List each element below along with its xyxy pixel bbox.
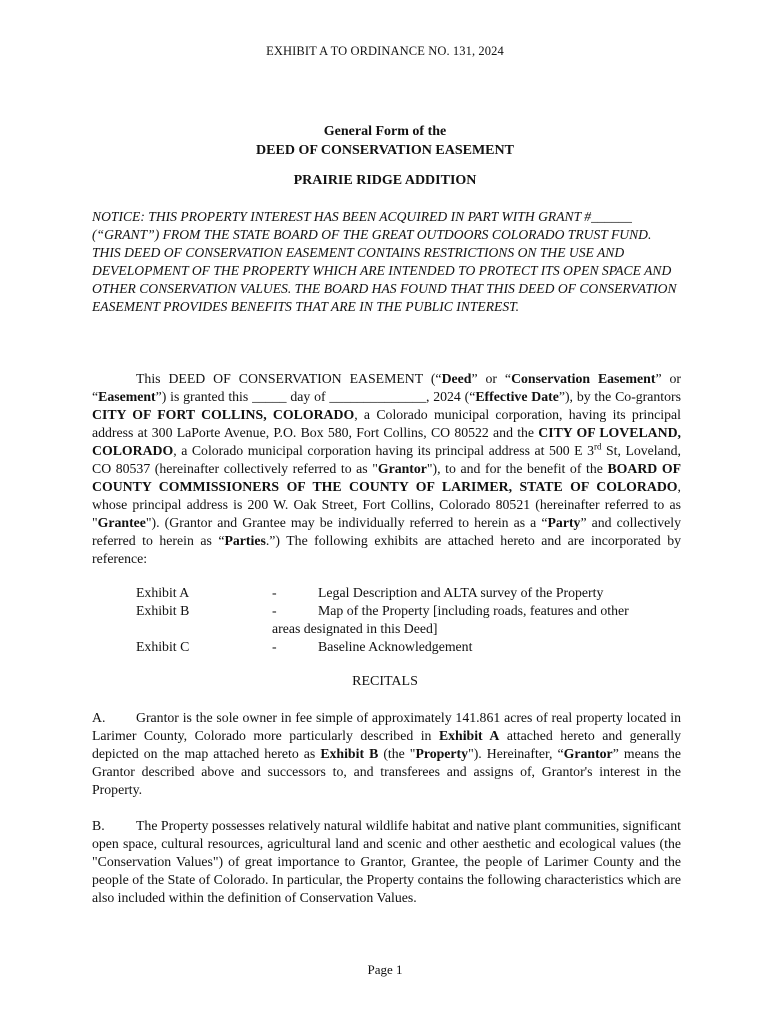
intro-text: ”) is granted this _____ day of ______________, 2024 (“ bbox=[155, 389, 476, 404]
title-line-1: General Form of the bbox=[323, 124, 447, 139]
recital-term-grantor: Grantor bbox=[563, 746, 613, 761]
exhibit-description: Legal Description and ALTA survey of the Property bbox=[318, 585, 604, 600]
exhibit-name: Exhibit B bbox=[136, 603, 190, 618]
recital-label: A. bbox=[92, 710, 106, 725]
exhibit-description: Baseline Acknowledgement bbox=[318, 639, 473, 654]
intro-text: ” and collectively referred to herein as “ bbox=[92, 515, 681, 548]
recital-text: (the " bbox=[378, 746, 416, 761]
ordinal-suffix: rd bbox=[593, 441, 602, 452]
intro-text: "). (Grantor and Grantee may be individually referred to herein as a “ bbox=[145, 515, 548, 530]
recitals-heading: RECITALS bbox=[352, 674, 418, 689]
recital-b bbox=[92, 817, 681, 907]
intro-term-grantor: Grantor bbox=[377, 461, 427, 476]
exhibit-dash: - bbox=[272, 603, 277, 618]
recital-text: attached hereto and generally depicted on the map attached hereto as bbox=[92, 728, 681, 761]
recital-text: The Property possesses relatively natural wildlife habitat and native plant communities, significant open space, cultural resources, agricultural land and scenic and other aesthetic and ecological values (the "Conservation Values") of great importance to Grantor, Grantee, the people of Larimer County and the people of the State of Colorado. In particular, the Property contains the following characteristics which are also included within the definition of Conservation Values. bbox=[92, 818, 681, 905]
intro-party-loveland: CITY OF LOVELAND, COLORADO bbox=[92, 425, 681, 458]
page-number: Page 1 bbox=[367, 962, 403, 977]
intro-term-deed: Deed bbox=[441, 371, 472, 386]
intro-text: ” or “ bbox=[471, 371, 512, 386]
exhibit-dash: - bbox=[272, 639, 277, 654]
title-line-2: DEED OF CONSERVATION EASEMENT bbox=[256, 143, 514, 158]
intro-term-grantee: Grantee bbox=[97, 515, 146, 530]
intro-term-easement: Easement bbox=[98, 389, 156, 404]
recital-term-property: Property bbox=[415, 746, 469, 761]
recital-term-exhibit-a: Exhibit A bbox=[438, 728, 500, 743]
recital-label: B. bbox=[92, 818, 105, 833]
intro-party-fort-collins: CITY OF FORT COLLINS, COLORADO bbox=[92, 407, 355, 422]
intro-term-effective-date: Effective Date bbox=[475, 389, 559, 404]
intro-text: ”), by the Co-grantors bbox=[558, 389, 681, 404]
exhibit-dash: - bbox=[272, 585, 277, 600]
exhibit-description: Map of the Property [including roads, features and other bbox=[318, 603, 629, 618]
notice-paragraph: NOTICE: THIS PROPERTY INTEREST HAS BEEN ACQUIRED IN PART WITH GRANT #______ (“GRANT”) FROM THE STATE BOARD OF THE GREAT OUTDOORS COLORADO TRUST FUND. THIS DEED OF CONSERVATION EASEMENT CONTAINS RESTRICTIONS ON THE USE AND DEVELOPMENT OF THE PROPERTY WHICH ARE INTENDED TO PROTECT ITS OPEN SPACE AND OTHER CONSERVATION VALUES. THE BOARD HAS FOUND THAT THIS DEED OF CONSERVATION EASEMENT PROVIDES BENEFITS THAT ARE IN THE PUBLIC INTEREST. bbox=[92, 209, 677, 314]
intro-text: , a Colorado municipal corporation having its principal address at 500 E 3 bbox=[173, 443, 594, 458]
document-subtitle: PRAIRIE RIDGE ADDITION bbox=[293, 173, 477, 188]
recital-text: "). Hereinafter, “ bbox=[468, 746, 564, 761]
intro-text: ” or “ bbox=[92, 371, 681, 404]
document-title bbox=[0, 122, 770, 160]
intro-text: St, Loveland, CO 80537 (hereinafter collectively referred to as " bbox=[92, 443, 681, 476]
exhibit-list bbox=[136, 584, 682, 656]
exhibit-row bbox=[136, 584, 682, 602]
intro-text: , a Colorado municipal corporation, having its principal address at 300 LaPorte Avenue, P.O. Box 580, Fort Collins, CO 80522 and the bbox=[92, 407, 681, 440]
intro-term-party: Party bbox=[547, 515, 581, 530]
exhibit-row bbox=[136, 602, 682, 620]
exhibit-name: Exhibit A bbox=[136, 585, 190, 600]
intro-text: .”) The following exhibits are attached hereto and are incorporated by reference: bbox=[92, 533, 682, 566]
intro-term-conservation-easement: Conservation Easement bbox=[511, 371, 656, 386]
intro-term-parties: Parties bbox=[224, 533, 266, 548]
exhibit-row bbox=[136, 638, 682, 656]
intro-text: This DEED OF CONSERVATION EASEMENT (“ bbox=[136, 371, 442, 386]
intro-text: , whose principal address is 200 W. Oak Street, Fort Collins, Colorado 80521 (hereinafter referred to as " bbox=[92, 479, 681, 530]
intro-party-board: BOARD OF COUNTY COMMISSIONERS OF THE COUNTY OF LARIMER, STATE OF COLORADO bbox=[92, 461, 681, 494]
recital-text: ” means the Grantor described above and successors to, and transferees and assigns of, Grantor's interest in the Property. bbox=[92, 746, 681, 797]
intro-paragraph bbox=[92, 370, 681, 568]
recital-a bbox=[92, 709, 681, 799]
intro-text: "), to and for the benefit of the bbox=[426, 461, 608, 476]
exhibit-description-continued: areas designated in this Deed] bbox=[272, 621, 438, 636]
recital-text: Grantor is the sole owner in fee simple of approximately 141.861 acres of real property located in Larimer County, Colorado more particularly described in bbox=[92, 710, 681, 743]
recital-term-exhibit-b: Exhibit B bbox=[320, 746, 379, 761]
exhibit-name: Exhibit C bbox=[136, 639, 190, 654]
page-header: EXHIBIT A TO ORDINANCE NO. 131, 2024 bbox=[266, 44, 504, 58]
